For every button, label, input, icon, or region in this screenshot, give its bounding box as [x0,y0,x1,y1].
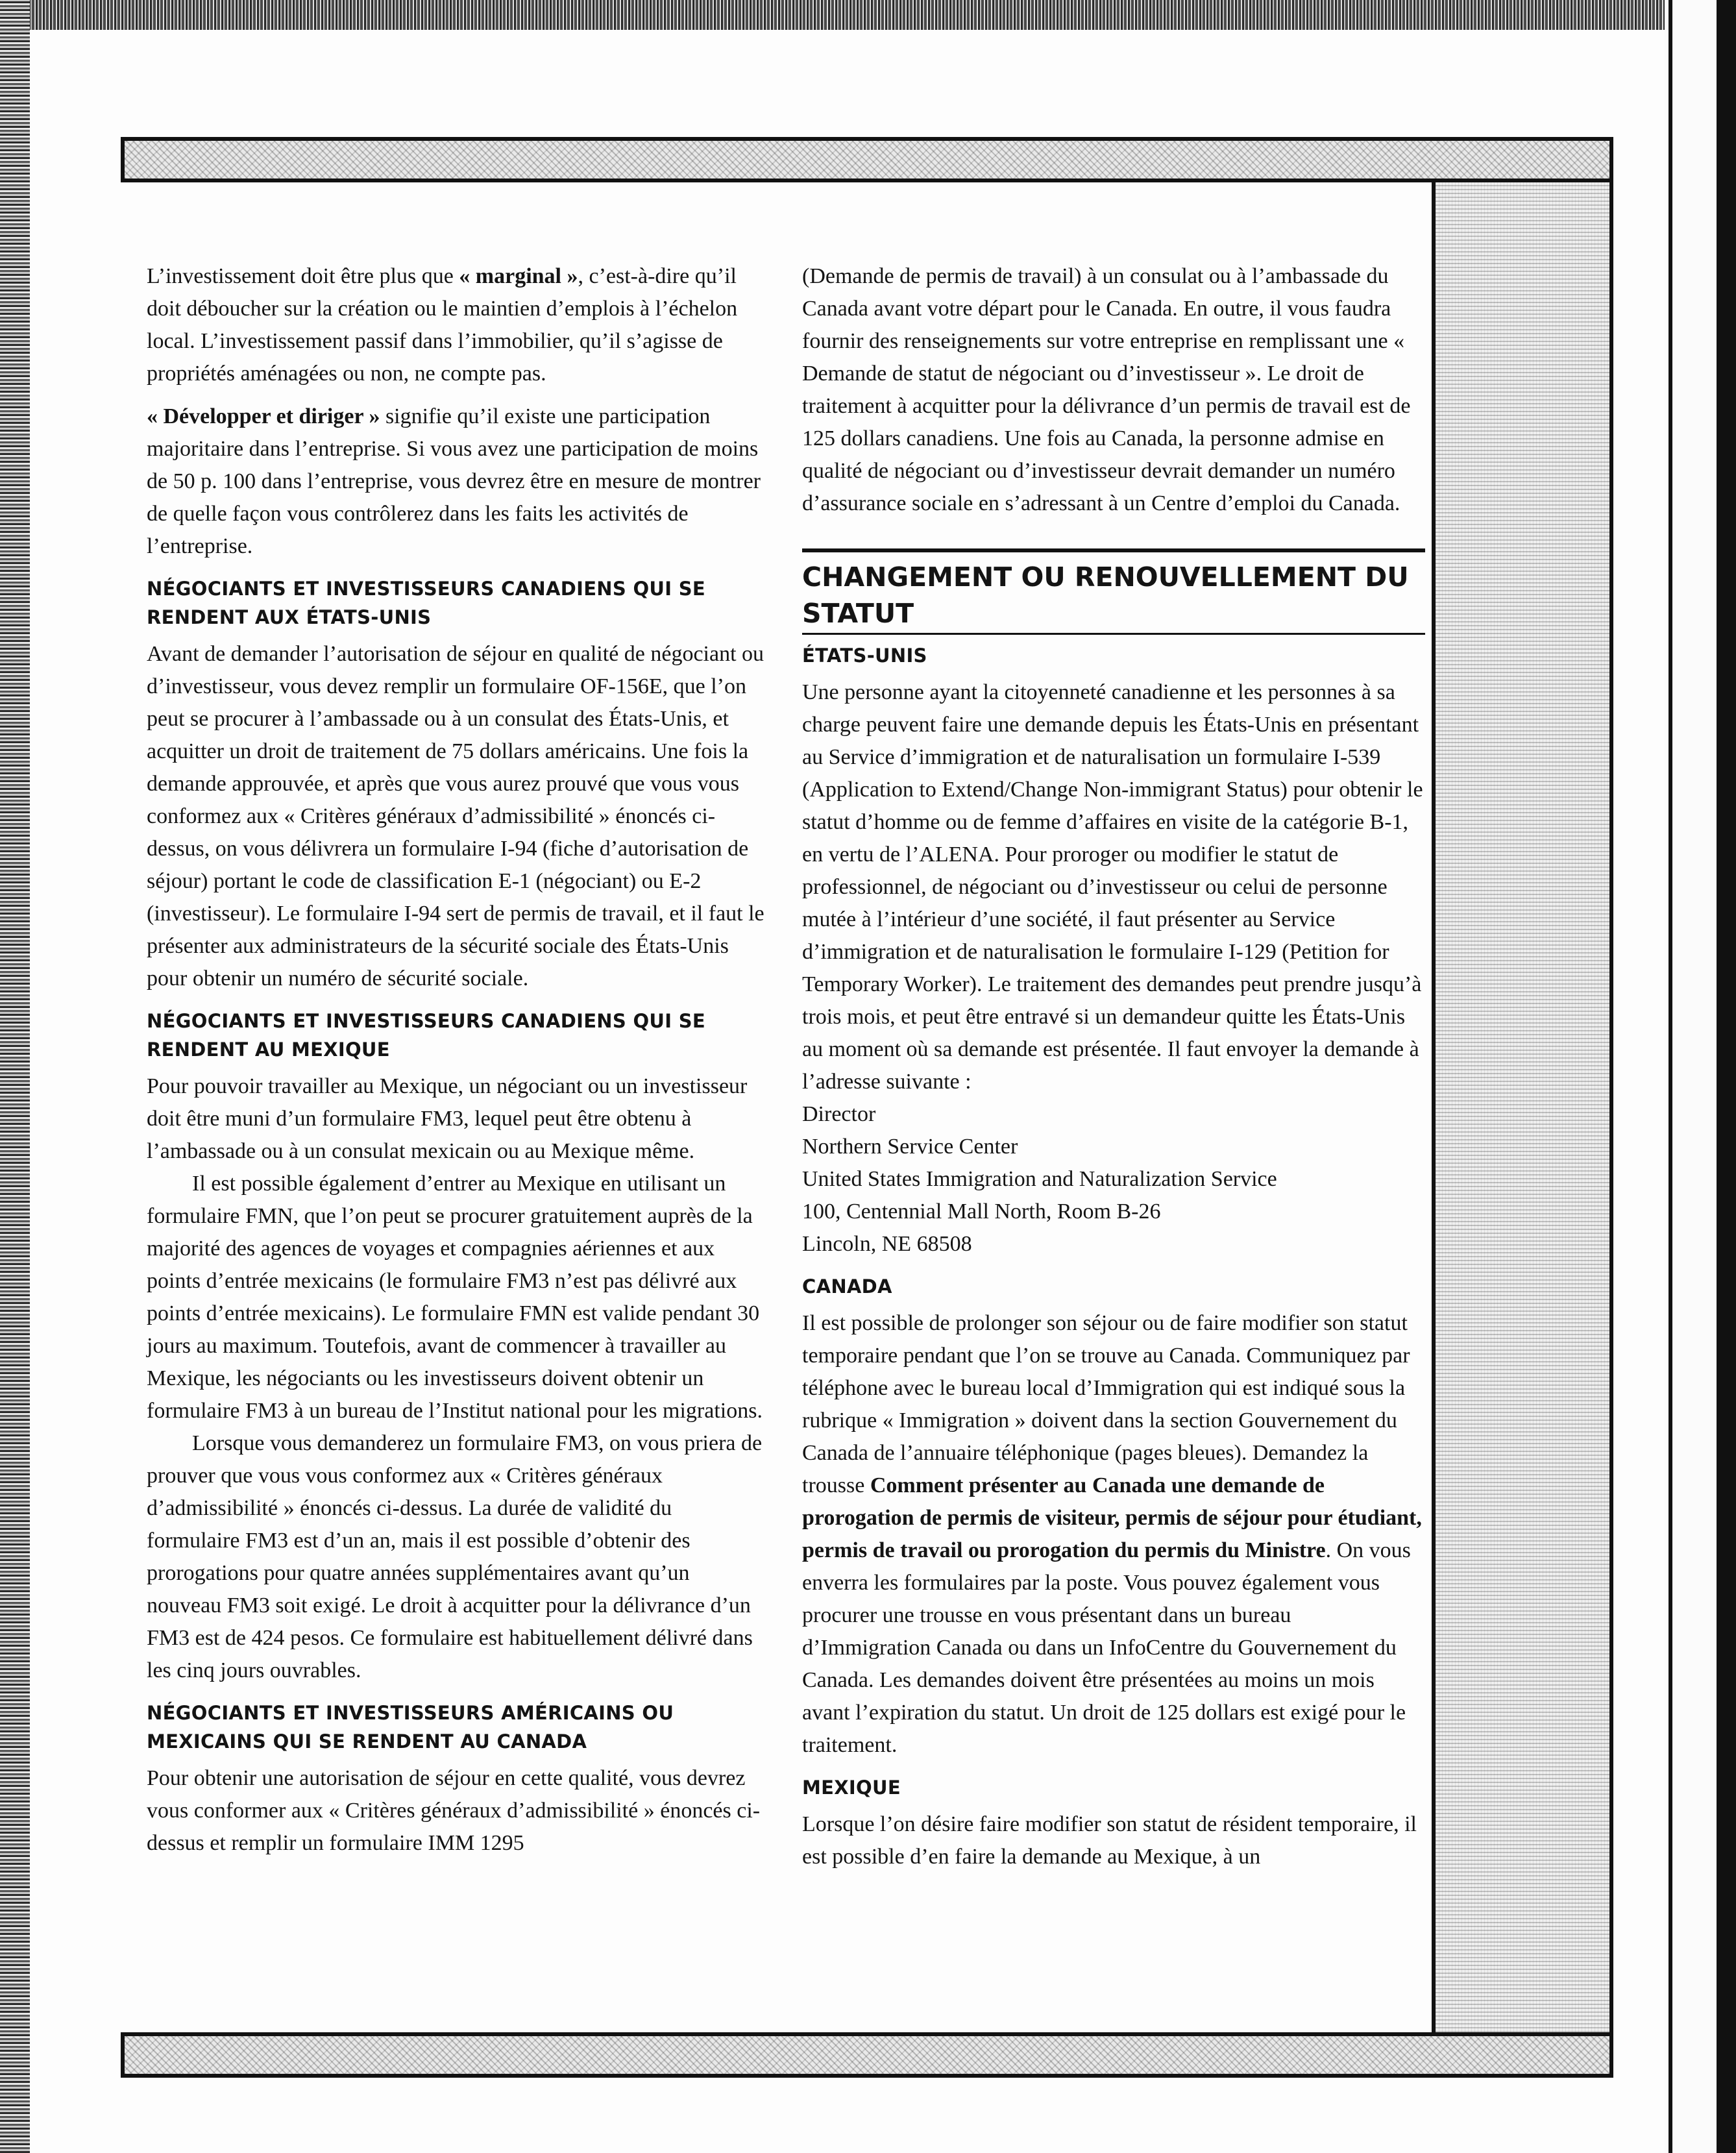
text: signifie qu’il existe une participation majoritaire dans l’entreprise. Si vous avez une participation de moins de 50 p. 100 dans l’entreprise, vous devrez être en mesure de montrer de quelle façon vous contrôlerez dans les faits les activités de l’entreprise. [147,404,761,558]
address-line: United States Immigration and Naturalization Service [802,1167,1277,1191]
text: Il est possible de prolonger son séjour ou de faire modifier son statut temporaire pendant que l’on se trouve au Canada. Communiquez par téléphone avec le bureau local d’Immigration qui est indiqué sous la rubrique « Immigration » doivent dans la section Gouvernement du Canada de l’annuaire téléphonique (pages bleues). Demandez la trousse [802,1311,1410,1497]
paragraph-mexique: Lorsque l’on désire faire modifier son statut de résident temporaire, il est possible d’en faire la demande au Mexique, à un [802,1812,1417,1869]
paragraph-to-mexico-1: Pour pouvoir travailler au Mexique, un négociant ou un investisseur doit être muni d’un formulaire FM3, lequel peut être obtenu à l’ambassade ou à un consulat mexicain ou au Mexique même. [147,1074,748,1163]
scan-edge-top [0,0,1736,30]
heading-to-canada: NÉGOCIANTS ET INVESTISSEURS AMÉRICAINS OU MEXICAINS QUI SE RENDENT AU CANADA [147,1702,674,1753]
address-line: Northern Service Center [802,1135,1018,1159]
page [30,30,1665,2153]
paragraph-to-mexico-3: Lorsque vous demanderez un formulaire FM3, on vous priera de prouver que vous vous conformez aux « Critères généraux d’admissibilité » énoncés ci-dessus. La durée de validité du formulaire FM3 est d’un an, mais il est possible d’obtenir des prorogations pour quatre années supplémentaires avant qu’un nouveau FM3 soit exigé. Le droit à acquitter pour la délivrance d’un FM3 est de 424 pesos. Ce formulaire est habituellement délivré dans les cinq jours ouvrables. [147,1431,763,1682]
section-title: CHANGEMENT OU RENOUVELLEMENT DU STATUT [802,548,1425,635]
text: . On vous enverra les formulaires par la poste. Vous pouvez également vous procurer une trousse en vous présentant dans un bureau d’Immigration Canada ou dans un InfoCentre du Gouvernement du Canada. Les demandes doivent être présentées au moins un mois avant l’expiration du statut. Un droit de 125 dollars est exigé pour le traitement. [802,1538,1411,1757]
side-strip [1432,182,1613,2032]
bold-term-marginal: « marginal » [459,264,578,288]
scan-edge-left [0,0,30,2153]
paragraph-investment [147,260,770,390]
heading-mexique: MEXIQUE [802,1777,901,1799]
left-column [147,260,770,1870]
paragraph-canada [802,1307,1425,1762]
scan-edge-right [1665,0,1736,2153]
header-band [121,137,1613,182]
address-line: Director [802,1102,876,1126]
heading-to-mexico: NÉGOCIANTS ET INVESTISSEURS CANADIENS QUI SE RENDENT AU MEXIQUE [147,1010,706,1061]
heading-to-us: NÉGOCIANTS ET INVESTISSEURS CANADIENS QUI SE RENDENT AUX ÉTATS-UNIS [147,578,706,628]
text: , c’est-à-dire qu’il doit déboucher sur la création ou le maintien d’emplois à l’échelon local. L’investissement passif dans l’immobilier, qu’il s’agisse de propriétés aménagées ou non, ne compte pas. [147,264,738,386]
bold-term-develop: « Développer et diriger » [147,404,380,428]
address-line: Lincoln, NE 68508 [802,1232,972,1256]
paragraph-to-mexico-2: Il est possible également d’entrer au Mexique en utilisant un formulaire FMN, que l’on peut se procurer gratuitement auprès de la majorité des agences de voyages et compagnies aériennes et aux points d’entrée mexicains (le formulaire FM3 n’est pas délivré aux points d’entrée mexicains). Le formulaire FMN est valide pendant 30 jours au maximum. Toutefois, avant de commencer à travailler au Mexique, les négociants ou les investisseurs doivent obtenir un formulaire FM3 à un bureau de l’Institut national pour les migrations. [147,1172,763,1423]
paragraph-etats-unis: Une personne ayant la citoyenneté canadienne et les personnes à sa charge peuvent faire une demande depuis les États-Unis en présentant au Service d’immigration et de naturalisation un formulaire I-539 (Application to Extend/Change Non-immigrant Status) pour obtenir le statut d’homme ou de femme d’affaires en visite de la catégorie B-1, en vertu de l’ALENA. Pour proroger ou modifier le statut de professionnel, de négociant ou d’investisseur ou celui de personne mutée à l’intérieur d’une société, il faut présenter au Service d’immigration et de naturalisation le formulaire I-129 (Petition for Temporary Worker). Le traitement des demandes peut prendre jusqu’à trois mois, et peut être entravé si un demandeur quitte les États-Unis au moment où sa demande est présentée. Il faut envoyer la demande à l’adresse suivante : [802,680,1423,1094]
text: L’investissement doit être plus que [147,264,459,288]
paragraph-to-us: Avant de demander l’autorisation de séjour en qualité de négociant ou d’investisseur, vous devez remplir un formulaire OF-156E, que l’on peut se procurer à l’ambassade ou à un consulat des États-Unis, et acquitter un droit de traitement de 75 dollars américains. Une fois la demande approuvée, et après que vous aurez prouvé que vous vous conformez aux « Critères généraux d’admissibilité » énoncés ci-dessus, on vous délivrera un formulaire I-94 (fiche d’autorisation de séjour) portant le code de classification E-1 (négociant) ou E-2 (investisseur). Le formulaire I-94 sert de permis de travail, et il faut le présenter aux administrateurs de la sécurité sociale des États-Unis pour obtenir un numéro de sécurité sociale. [147,642,764,990]
paragraph-to-canada: Pour obtenir une autorisation de séjour en cette qualité, vous devrez vous conformer aux « Critères généraux d’admissibilité » énoncés ci-dessus et remplir un formulaire IMM 1295 [147,1766,761,1855]
paragraph-continued: (Demande de permis de travail) à un consulat ou à l’ambassade du Canada avant votre départ pour le Canada. En outre, il vous faudra fournir des renseignements sur votre entreprise en remplissant une « Demande de statut de négociant ou d’investisseur ». Le droit de traitement à acquitter pour la délivrance d’un permis de travail est de 125 dollars canadiens. Une fois au Canada, la personne admise en qualité de négociant ou d’investisseur devrait demander un numéro d’assurance sociale en s’adressant à un Centre d’emploi du Canada. [802,264,1411,515]
mailing-address [802,1098,1425,1261]
heading-canada: CANADA [802,1275,892,1298]
footer-band [121,2032,1613,2078]
bold-kit-title: Comment présenter au Canada une demande de prorogation de permis de visiteur, permis de séjour pour étudiant, permis de travail ou prorogation du permis du Ministre [802,1473,1422,1562]
address-line: 100, Centennial Mall North, Room B-26 [802,1200,1161,1224]
heading-etats-unis: ÉTATS-UNIS [802,645,927,667]
right-column [802,260,1425,1884]
paragraph-develop [147,400,770,563]
